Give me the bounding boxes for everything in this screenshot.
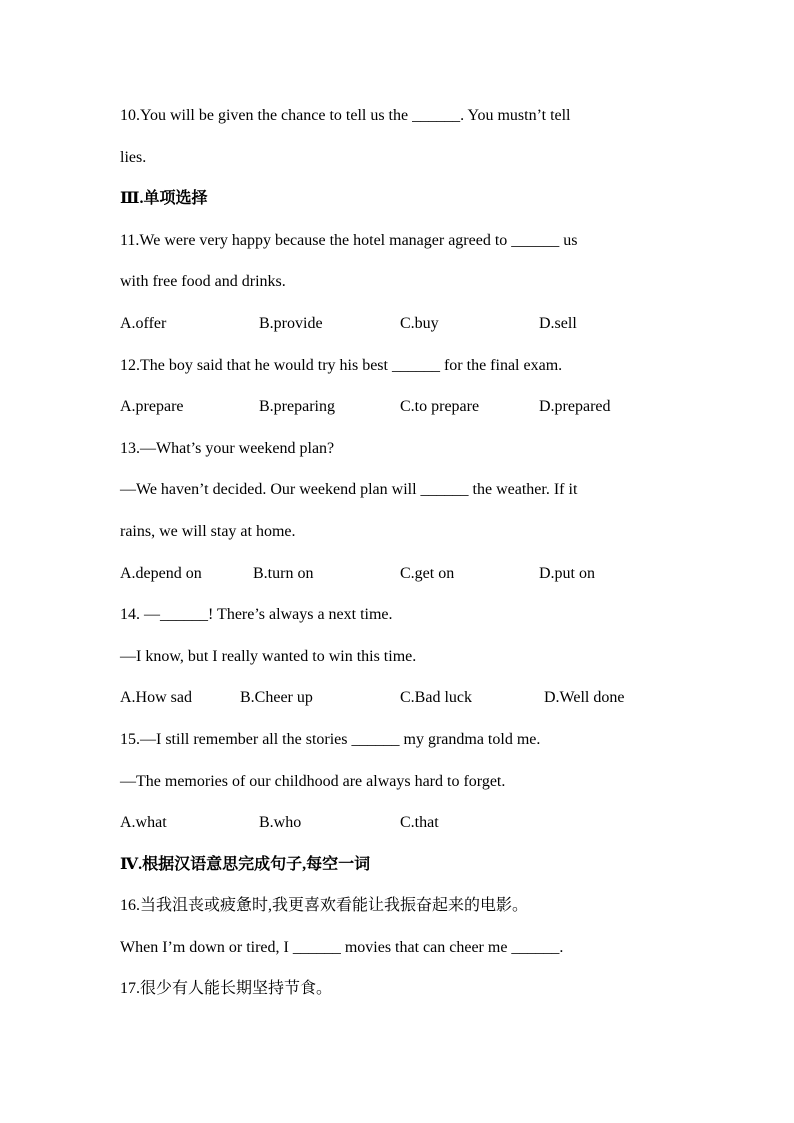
question-15-option-b: B.who [259,814,302,832]
question-11-option-a: A.offer [120,314,167,332]
question-15-options [120,802,680,844]
question-16-line-2: When I’m down or tired, I ______ movies that can cheer me ______. [120,938,564,956]
question-10-line-2: lies. [120,148,147,166]
question-15-line-2: —The memories of our childhood are always hard to forget. [120,772,506,790]
question-15-option-c: C.that [400,814,439,832]
question-12-options [120,386,680,428]
question-14-options [120,677,680,719]
question-14-option-b: B.Cheer up [240,689,313,707]
question-11-options [120,303,680,345]
question-11-option-b: B.provide [259,314,323,332]
question-13-options [120,553,680,595]
question-13-line-1: 13.—What’s your weekend plan? [120,439,335,457]
question-13-option-c: C.get on [400,564,455,582]
worksheet-page [120,95,680,1010]
question-13-option-d: D.put on [539,564,595,582]
question-14-option-d: D.Well done [544,689,625,707]
question-12-option-c: C.to prepare [400,398,480,416]
question-13-option-a: A.depend on [120,564,202,582]
question-17-line-1: 17.很少有人能长期坚持节食。 [120,980,333,998]
question-15-option-a: A.what [120,814,167,832]
question-11-line-1: 11.We were very happy because the hotel manager agreed to ______ us [120,231,578,249]
question-14-line-1: 14. —______! There’s always a next time. [120,606,393,624]
question-16-line-1: 16.当我沮丧或疲惫时,我更喜欢看能让我振奋起来的电影。 [120,897,529,915]
question-13-line-3: rains, we will stay at home. [120,522,296,540]
question-13-line-2: —We haven’t decided. Our weekend plan will ______ the weather. If it [120,481,578,499]
question-13-option-b: B.turn on [253,564,314,582]
question-12-option-a: A.prepare [120,398,184,416]
question-12-option-d: D.prepared [539,398,611,416]
question-11-option-c: C.buy [400,314,439,332]
question-10-line-1: 10.You will be given the chance to tell us the ______. You mustn’t tell [120,107,571,124]
section-4-heading: Ⅳ.根据汉语意思完成句子,每空一词 [120,855,371,873]
question-14-option-a: A.How sad [120,689,192,707]
question-15-line-1: 15.—I still remember all the stories ______ my grandma told me. [120,730,541,748]
question-14-line-2: —I know, but I really wanted to win this time. [120,647,417,665]
section-3-heading: Ⅲ.单项选择 [120,190,208,208]
question-11-line-2: with free food and drinks. [120,273,286,291]
question-12-option-b: B.preparing [259,398,335,416]
question-11-option-d: D.sell [539,314,577,332]
question-14-option-c: C.Bad luck [400,689,472,707]
question-12-line-1: 12.The boy said that he would try his best ______ for the final exam. [120,356,563,374]
